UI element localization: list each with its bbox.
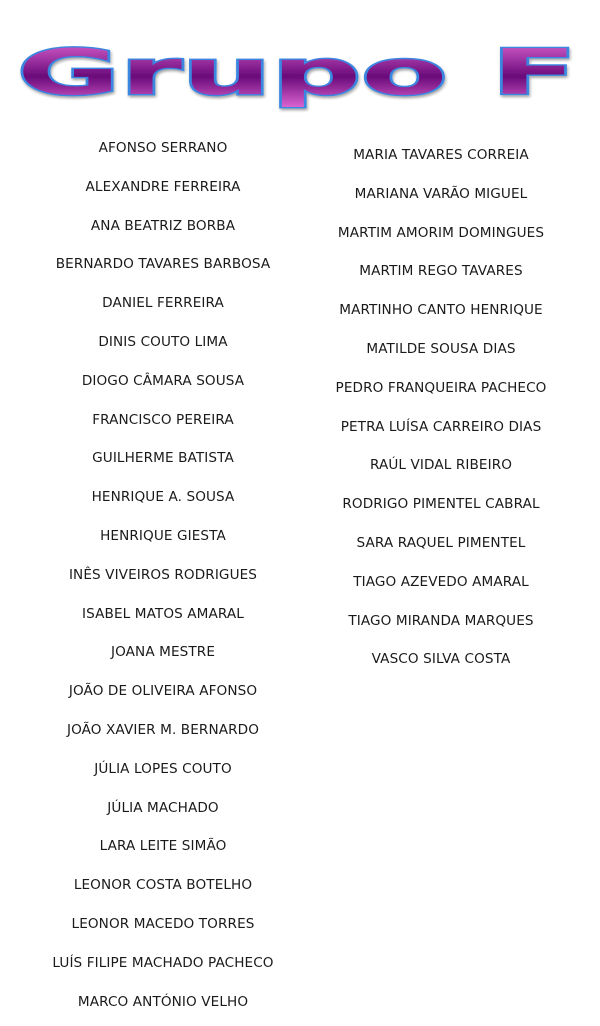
student-name: JOÃO XAVIER M. BERNARDO <box>66 722 260 738</box>
student-name: SARA RAQUEL PIMENTEL <box>356 535 526 551</box>
student-name: LEONOR COSTA BOTELHO <box>73 877 253 894</box>
student-name: TIAGO AZEVEDO AMARAL <box>353 573 529 590</box>
student-name: HENRIQUE GIESTA <box>100 528 226 544</box>
student-name: HENRIQUE A. SOUSA <box>91 489 235 506</box>
student-name: LARA LEITE SIMÃO <box>99 838 227 855</box>
student-name: MARTIM AMORIM DOMINGUES <box>337 224 545 241</box>
student-name: DANIEL FERREIRA <box>102 295 224 312</box>
student-name: PETRA LUÍSA CARREIRO DIAS <box>340 418 542 435</box>
page-title <box>0 0 600 115</box>
student-name: TIAGO MIRANDA MARQUES <box>348 612 534 629</box>
student-name: JÚLIA LOPES COUTO <box>94 760 232 777</box>
student-name: DINIS COUTO LIMA <box>98 334 228 350</box>
student-name: RAÚL VIDAL RIBEIRO <box>369 457 513 474</box>
student-name: AFONSO SERRANO <box>98 140 228 156</box>
student-name: ANA BEATRIZ BORBA <box>90 217 236 234</box>
student-name: DIOGO CÂMARA SOUSA <box>81 372 245 389</box>
student-name: JOÃO DE OLIVEIRA AFONSO <box>68 683 258 700</box>
student-name: MATILDE SOUSA DIAS <box>366 341 516 357</box>
student-name: MARIANA VARÃO MIGUEL <box>354 185 528 202</box>
title-wordart <box>0 0 600 115</box>
student-name: LUÍS FILIPE MACHADO PACHECO <box>52 954 274 971</box>
student-name: MARIA TAVARES CORREIA <box>353 147 529 163</box>
student-name: ISABEL MATOS AMARAL <box>82 605 244 622</box>
student-name: LEONOR MACEDO TORRES <box>71 916 255 932</box>
student-name: VASCO SILVA COSTA <box>371 651 511 668</box>
student-name: PEDRO FRANQUEIRA PACHECO <box>335 379 547 396</box>
title-text: Grupo F <box>17 36 578 110</box>
student-name: ALEXANDRE FERREIRA <box>85 178 241 195</box>
student-name: INÊS VIVEIROS RODRIGUES <box>68 566 258 583</box>
student-name: MARCO ANTÓNIO VELHO <box>77 993 249 1010</box>
student-name: RODRIGO PIMENTEL CABRAL <box>342 496 540 513</box>
student-name: BERNARDO TAVARES BARBOSA <box>55 256 271 273</box>
student-name: MARTINHO CANTO HENRIQUE <box>339 302 543 319</box>
student-name: FRANCISCO PEREIRA <box>92 411 234 428</box>
student-name: GUILHERME BATISTA <box>92 450 234 467</box>
student-name: MARTIM REGO TAVARES <box>359 263 523 280</box>
student-name: JÚLIA MACHADO <box>107 799 219 816</box>
student-name: JOANA MESTRE <box>110 644 216 661</box>
